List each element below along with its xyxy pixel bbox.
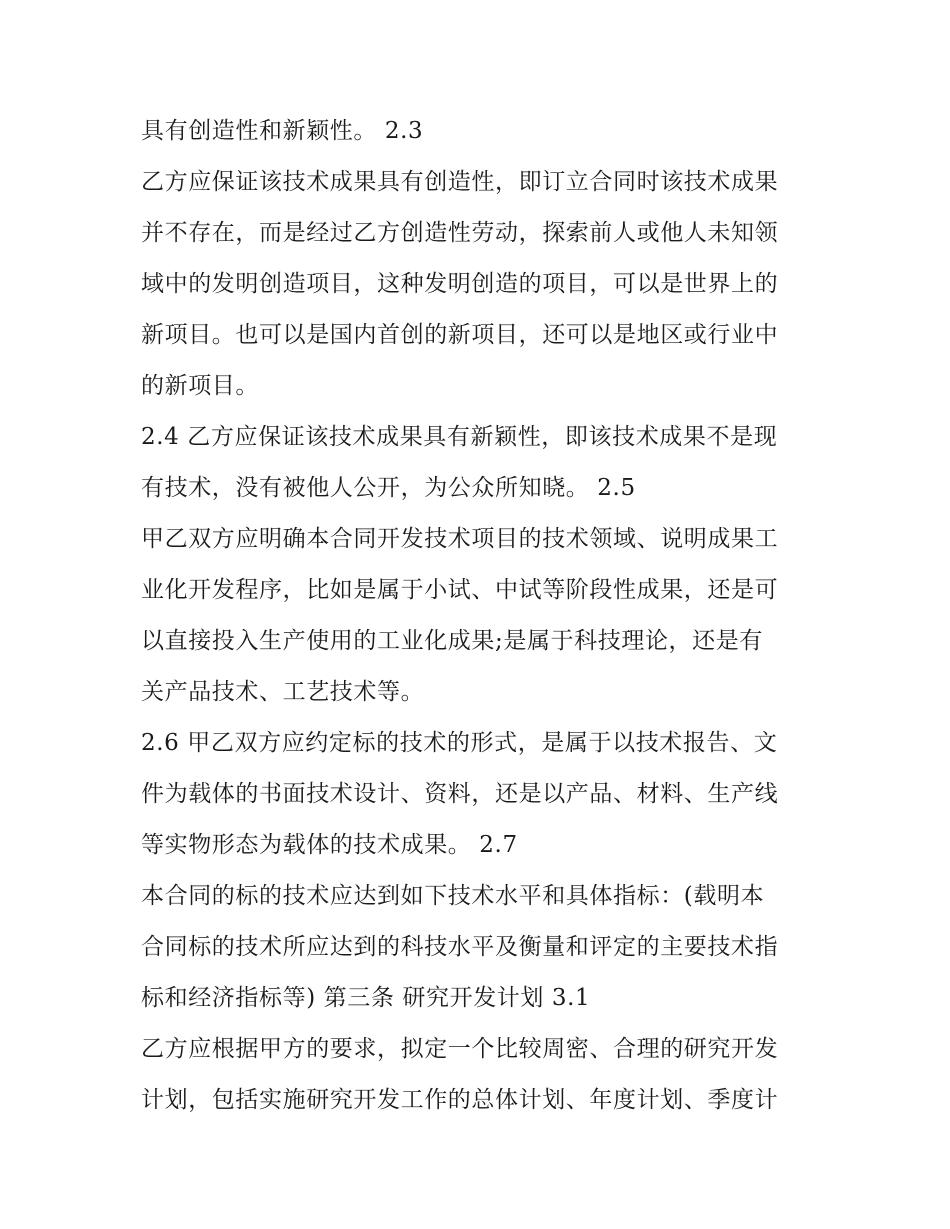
text-line: 合同标的技术所应达到的科技水平及衡量和评定的主要技术指 [141, 934, 779, 960]
text-line: 有技术，没有被他人公开，为公众所知晓。 2.5 [141, 475, 636, 501]
text-line: 以直接投入生产使用的工业化成果;是属于科技理论，还是有 [141, 628, 763, 654]
text-line: 本合同的标的技术应达到如下技术水平和具体指标：(载明本 [141, 883, 765, 909]
text-line: 甲乙双方应明确本合同开发技术项目的技术领域、说明成果工 [141, 526, 779, 552]
text-line: 域中的发明创造项目，这种发明创造的项目，可以是世界上的 [141, 271, 779, 297]
text-line: 2.6 甲乙双方应约定标的技术的形式，是属于以技术报告、文 [141, 730, 778, 756]
text-line: 业化开发程序，比如是属于小试、中试等阶段性成果，还是可 [141, 577, 779, 603]
text-line: 标和经济指标等) 第三条 研究开发计划 3.1 [141, 985, 591, 1011]
text-line: 具有创造性和新颖性。 2.3 [141, 118, 424, 144]
text-line: 等实物形态为载体的技术成果。 2.7 [141, 832, 518, 858]
text-line: 件为载体的书面技术设计、资料，还是以产品、材料、生产线 [141, 781, 779, 807]
text-line: 并不存在，而是经过乙方创造性劳动，探索前人或他人未知领 [141, 220, 779, 246]
contract-body-text [141, 106, 821, 1126]
text-line: 乙方应根据甲方的要求，拟定一个比较周密、合理的研究开发 [141, 1036, 779, 1062]
text-line: 乙方应保证该技术成果具有创造性，即订立合同时该技术成果 [141, 169, 779, 195]
text-line: 2.4 乙方应保证该技术成果具有新颖性，即该技术成果不是现 [141, 424, 778, 450]
text-line: 的新项目。 [141, 373, 259, 399]
text-line: 计划，包括实施研究开发工作的总体计划、年度计划、季度计 [141, 1087, 779, 1113]
text-line: 关产品技术、工艺技术等。 [141, 679, 425, 705]
text-line: 新项目。也可以是国内首创的新项目，还可以是地区或行业中 [141, 322, 779, 348]
